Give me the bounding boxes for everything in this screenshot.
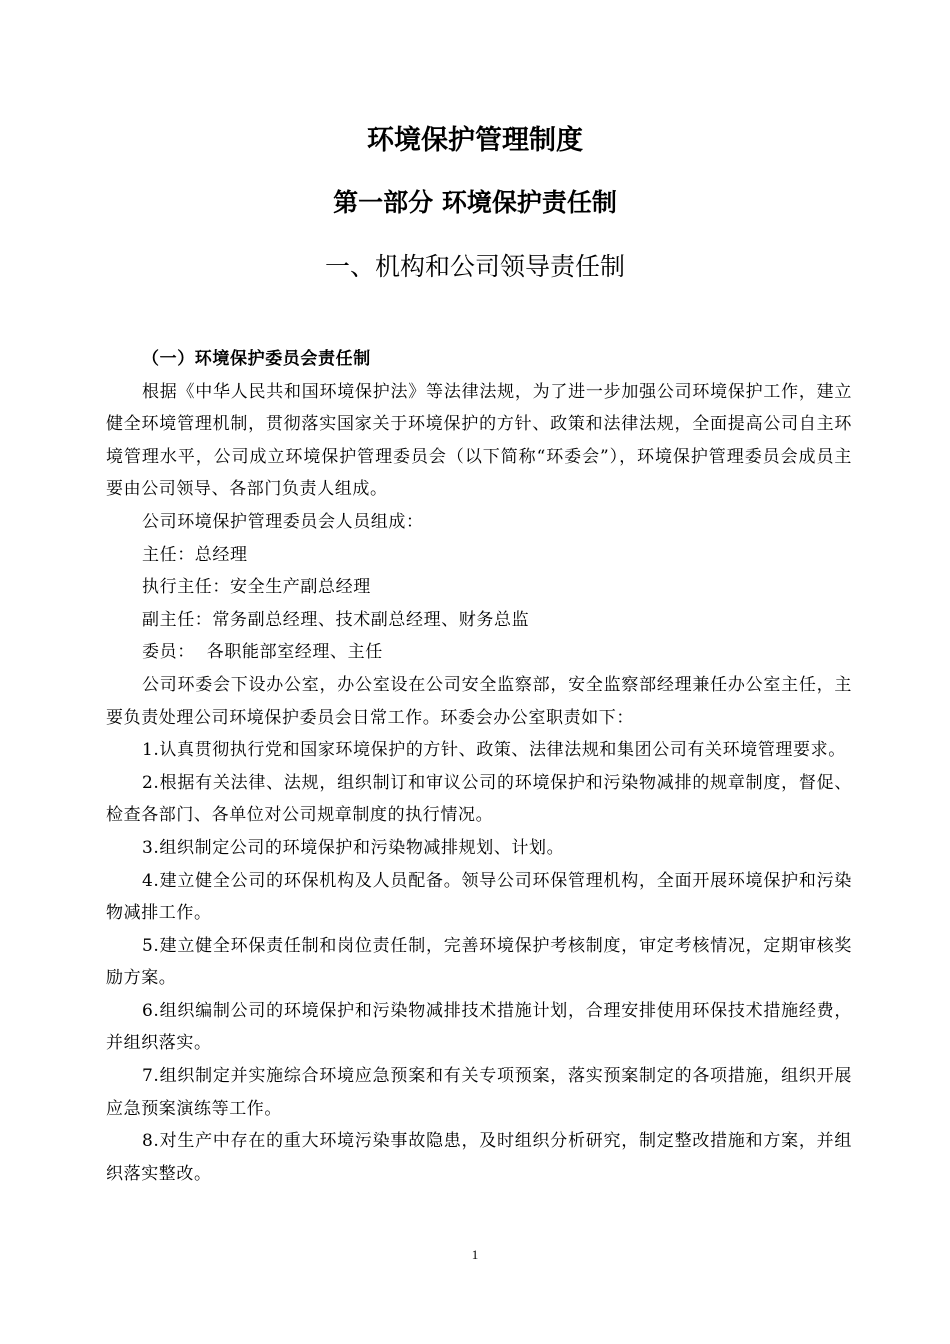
section-title: 一、机构和公司领导责任制 bbox=[324, 252, 625, 281]
list-item: 1.认真贯彻执行党和国家环境保护的方针、政策、法律法规和集团公司有关环境管理要求。 bbox=[142, 740, 846, 761]
paragraph: 主任：总经理 bbox=[142, 544, 248, 565]
part-title: 第一部分 环境保护责任制 bbox=[333, 188, 617, 217]
list-item: 2.根据有关法律、法规，组织制订和审议公司的环境保护和污染物减排的规章制度，督促、检查各部门、各单位对公司规章制度的执行情况。 bbox=[106, 772, 852, 826]
subsection-title: （一）环境保护委员会责任制 bbox=[142, 349, 371, 369]
document-body bbox=[106, 343, 852, 1190]
paragraph: 执行主任：安全生产副总经理 bbox=[142, 577, 371, 598]
list-item: 3.组织制定公司的环境保护和污染物减排规划、计划。 bbox=[142, 837, 565, 858]
list-item: 4.建立健全公司的环保机构及人员配备。领导公司环保管理机构，全面开展环境保护和污染物减排工作。 bbox=[106, 870, 852, 924]
paragraph: 公司环委会下设办公室，办公室设在公司安全监察部，安全监察部经理兼任办公室主任，主要负责处理公司环境保护委员会日常工作。环委会办公室职责如下： bbox=[106, 674, 852, 728]
page-number: 1 bbox=[471, 1247, 479, 1262]
list-item: 8.对生产中存在的重大环境污染事故隐患，及时组织分析研究，制定整改措施和方案，并组织落实整改。 bbox=[106, 1131, 852, 1184]
list-item: 7.组织制定并实施综合环境应急预案和有关专项预案，落实预案制定的各项措施，组织开展应急预案演练等工作。 bbox=[106, 1066, 852, 1119]
list-item: 6.组织编制公司的环境保护和污染物减排技术措施计划，合理安排使用环保技术措施经费，并组织落实。 bbox=[106, 1000, 852, 1054]
document-title: 环境保护管理制度 bbox=[367, 125, 583, 156]
paragraph: 副主任：常务副总经理、技术副总经理、财务总监 bbox=[142, 609, 530, 630]
list-item: 5.建立健全环保责任制和岗位责任制，完善环境保护考核制度，审定考核情况，定期审核奖励方案。 bbox=[106, 935, 852, 989]
paragraph: 公司环境保护管理委员会人员组成： bbox=[142, 511, 424, 532]
paragraph: 根据《中华人民共和国环境保护法》等法律法规，为了进一步加强公司环境保护工作，建立健全环境管理机制，贯彻落实国家关于环境保护的方针、政策和法律法规，全面提高公司自主环境管理水平，公司成立环境保护管理委员会（以下简称“环委会”），环境保护管理委员会成员主要由公司领导、各部门负责人组成。 bbox=[106, 381, 852, 500]
paragraph: 委员： 各职能部室经理、主任 bbox=[142, 642, 383, 663]
